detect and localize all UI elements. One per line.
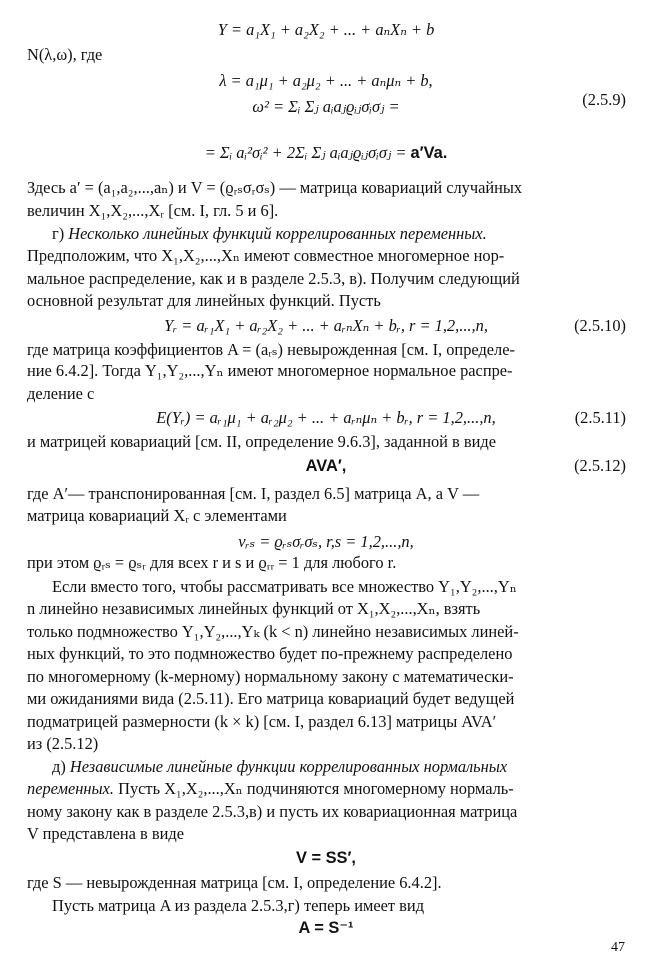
- text-line: основной результат для линейных функций. Пусть: [27, 291, 381, 310]
- eq-number: (2.5.9): [582, 90, 626, 109]
- text-line: ному закону как в разделе 2.5.3,в) и пусть их ковариационная матрица: [27, 802, 518, 821]
- eq-number: (2.5.12): [574, 456, 626, 475]
- text-line: и матрицей ковариаций [см. II, определение 9.6.3], заданной в виде: [27, 432, 496, 451]
- eq-number: (2.5.10): [574, 316, 626, 335]
- section-heading-g: г) Несколько линейных функций коррелированных переменных.: [52, 224, 487, 243]
- text-line: N(λ,ω), где: [27, 45, 103, 64]
- formula-eyr: E(Yᵣ) = aᵣ₁μ₁ + aᵣ₂μ₂ + ... + aᵣₙμₙ + bᵣ, r = 1,2,...,n,: [156, 408, 496, 427]
- formula-lambda: λ = a₁μ₁ + a₂μ₂ + ... + aₙμₙ + b,: [219, 71, 433, 90]
- text-line: где матрица коэффициентов A = (aᵣₛ) невырожденная [см. I, определе-: [27, 340, 515, 359]
- formula-vrs: vᵣₛ = ϱᵣₛσᵣσₛ, r,s = 1,2,...,n,: [238, 532, 414, 551]
- formula-yr: Yᵣ = aᵣ₁X₁ + aᵣ₂X₂ + ... + aᵣₙXₙ + bᵣ, r = 1,2,...,n,: [164, 316, 488, 335]
- text-line: ных функций, то это подмножество будет по-прежнему распределено: [27, 644, 513, 663]
- text-line: n линейно независимых линейных функций от X₁,X₂,...,Xₙ, взять: [27, 599, 481, 618]
- page-number: 47: [611, 940, 625, 955]
- formula-ava: AVA′,: [305, 457, 347, 475]
- text-line: по многомерному (k-мерному) нормальному закону с математически-: [27, 667, 514, 686]
- text-line: ние 6.4.2]. Тогда Y₁,Y₂,...,Yₙ имеют многомерное нормальное распре-: [27, 361, 513, 380]
- text-line: только подмножество Y₁,Y₂,...,Yₖ (k < n) линейно независимых линей-: [27, 622, 519, 641]
- text-line: Пусть матрица A из раздела 2.5.3,г) теперь имеет вид: [52, 896, 425, 915]
- text-line: переменных. Пусть X₁,X₂,...,Xₙ подчиняются многомерному нормаль-: [27, 779, 514, 798]
- text-line: из (2.5.12): [27, 734, 99, 753]
- text-line: при этом ϱᵣₛ = ϱₛᵣ для всех r и s и ϱᵣᵣ = 1 для любого r.: [27, 553, 397, 572]
- text-line: матрица ковариаций Xᵣ с элементами: [27, 506, 287, 525]
- text-line: мальное распределение, как и в разделе 2.5.3, в). Получим следующий: [27, 269, 520, 288]
- text-line: где S — невырожденная матрица [см. I, определение 6.4.2].: [27, 873, 442, 892]
- text-line: Если вместо того, чтобы рассматривать все множество Y₁,Y₂,...,Yₙ: [52, 577, 517, 596]
- formula-as-inv: A = S⁻¹: [298, 919, 354, 937]
- text-line: подматрицей размерности (k × k) [см. I, раздел 6.13] матрицы AVA′: [27, 712, 497, 731]
- formula-omega-continuation: = Σᵢ aᵢ²σᵢ² + 2Σᵢ Σⱼ aᵢaⱼϱᵢⱼσᵢσⱼ = a′Va.: [204, 143, 448, 162]
- text-line: Здесь a′ = (a₁,a₂,...,aₙ) и V = (ϱᵣₛσᵣσₛ) — матрица ковариаций случайных: [27, 178, 523, 197]
- text-line: деление с: [27, 384, 95, 403]
- formula-omega: ω² = Σᵢ Σⱼ aᵢaⱼϱᵢⱼσᵢσⱼ =: [252, 97, 400, 116]
- text-line: величин X₁,X₂,...,Xᵣ [см. I, гл. 5 и 6].: [27, 201, 279, 220]
- formula-y-linear: Y = a₁X₁ + a₂X₂ + ... + aₙXₙ + b: [217, 20, 435, 39]
- text-line: ми ожиданиями вида (2.5.11). Его матрица ковариаций будет ведущей: [27, 689, 515, 708]
- formula-vss: V = SS′,: [296, 849, 356, 867]
- text-line: Предположим, что X₁,X₂,...,Xₙ имеют совместное многомерное нор-: [27, 246, 505, 265]
- text-line: V представлена в виде: [27, 824, 184, 843]
- text-line: где A′— транспонированная [см. I, раздел 6.5] матрица A, а V —: [27, 484, 480, 503]
- eq-number: (2.5.11): [574, 408, 626, 427]
- section-heading-d: д) Независимые линейные функции коррелированных нормальных: [52, 757, 508, 776]
